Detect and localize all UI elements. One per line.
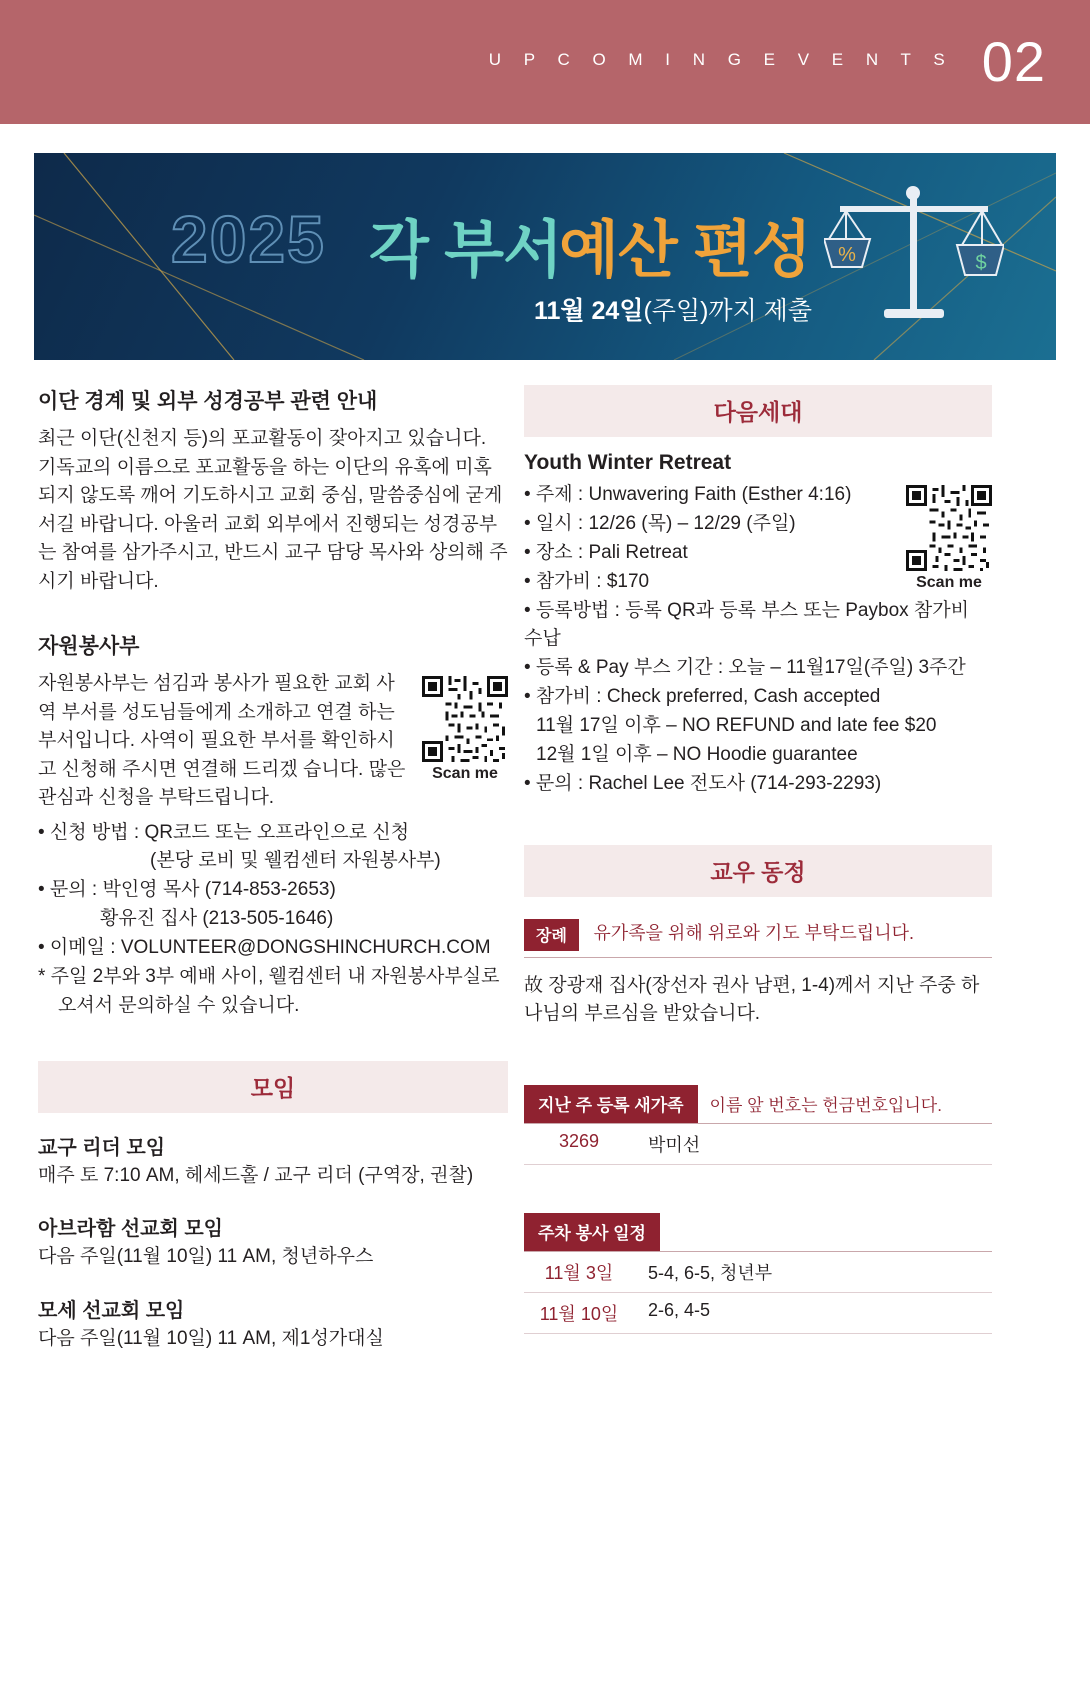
parking-section — [524, 1213, 992, 1334]
banner-year: 2025 — [171, 202, 326, 276]
left-column — [38, 385, 508, 1353]
youth-item-6: • 참가비 : Check preferred, Cash accepted — [524, 686, 881, 708]
new-family-label: 지난 주 등록 새가족 — [524, 1085, 698, 1123]
youth-item-8: 12월 1일 이후 – NO Hoodie guarantee — [536, 743, 858, 765]
balance-scale-icon — [824, 183, 1004, 323]
meeting-detail-1: 다음 주일(11월 10일) 11 AM, 청년하우스 — [38, 1246, 374, 1268]
banner-due-rest: (주일)까지 제출 — [643, 297, 812, 325]
new-family-section — [524, 1085, 992, 1165]
volunteer-item-4: • 이메일 : VOLUNTEER@DONGSHINCHURCH.COM — [38, 937, 491, 958]
new-family-name: 박미선 — [648, 1134, 701, 1155]
banner-budget: 예산 편성 — [559, 216, 811, 285]
parking-teams-1: 2-6, 4-5 — [648, 1299, 711, 1320]
funeral-note: 유가족을 위해 위로와 기도 부탁드립니다. — [593, 922, 914, 943]
next-gen-band-title: 다음세대 — [524, 385, 992, 437]
youth-retreat-list — [524, 481, 992, 799]
table-row — [524, 1293, 992, 1334]
volunteer-title: 자원봉사부 — [38, 635, 140, 658]
meeting-title-0: 교구 리더 모임 — [38, 1136, 166, 1159]
volunteer-section — [38, 630, 508, 1021]
meeting-detail-2: 다음 주일(11월 10일) 11 AM, 제1성가대실 — [38, 1327, 384, 1349]
volunteer-item-6: 오셔서 문의하실 수 있습니다. — [58, 994, 300, 1016]
svg-text:%: % — [838, 244, 856, 266]
volunteer-item-0: • 신청 방법 : QR코드 또는 오프라인으로 신청 — [38, 821, 410, 843]
funeral-tag-row — [524, 919, 992, 958]
meeting-title-2: 모세 선교회 모임 — [38, 1299, 185, 1322]
volunteer-qr-code[interactable] — [422, 676, 508, 762]
funeral-body: 故 장광재 집사(장선자 권사 남편, 1-4)께서 지난 주중 하나님의 부르심을 받았습니다. — [524, 974, 980, 1025]
youth-item-4: • 등록방법 : 등록 QR과 등록 부스 또는 Paybox 참가비 수납 — [524, 599, 969, 650]
youth-item-0: • 주제 : Unwavering Faith (Esther 4:16) — [524, 484, 852, 505]
table-row — [524, 1124, 992, 1165]
volunteer-qr-block[interactable] — [422, 670, 508, 783]
page-number: 02 — [981, 30, 1046, 93]
parking-date-1: 11월 10일 — [539, 1303, 619, 1324]
banner-due — [534, 291, 812, 327]
heresy-title: 이단 경계 및 외부 성경공부 관련 안내 — [38, 390, 378, 413]
volunteer-qr-caption: Scan me — [432, 765, 498, 782]
page-header — [0, 0, 1090, 124]
youth-item-1: • 일시 : 12/26 (목) – 12/29 (주일) — [524, 512, 796, 534]
parking-header — [524, 1213, 992, 1252]
header-label: U P C O M I N G E V E N T S — [488, 50, 954, 69]
banner-due-date: 11월 24일 — [534, 297, 644, 325]
youth-retreat-title: Youth Winter Retreat — [524, 451, 732, 474]
volunteer-body: 자원봉사부는 섬김과 봉사가 필요한 교회 사역 부서를 성도님들에게 소개하고 연결 하는 부서입니다. 사역이 필요한 부서를 확인하시고 신청해 주시면 연결해 드리겠 습니다. 많은 관심과 신청을 부탁드립니다. — [38, 673, 406, 808]
heresy-body: 최근 이단(신천지 등)의 포교활동이 잦아지고 있습니다. 기독교의 이름으로 포교활동을 하는 이단의 유혹에 미혹되지 않도록 깨어 기도하시고 교회 중심, 말씀중심에 굳게 서길 바랍니다. 아울러 교회 외부에서 진행되는 성경공부는 참여를 삼가주시고, 반드시 교구 담당 목사와 상의해 주시기 바랍니다. — [38, 428, 508, 592]
youth-item-3: • 참가비 : $170 — [524, 570, 650, 592]
next-gen-section — [524, 385, 992, 799]
parking-label: 주차 봉사 일정 — [524, 1213, 660, 1251]
banner-dept: 각 부서 — [369, 216, 562, 285]
meeting-item-2 — [38, 1294, 508, 1354]
volunteer-item-5: * 주일 2부와 3부 예배 사이, 웰컴센터 내 자원봉사부실로 — [38, 965, 500, 987]
meeting-title-1: 아브라함 선교회 모임 — [38, 1218, 223, 1241]
parking-teams-0: 5-4, 6-5, 청년부 — [648, 1262, 773, 1283]
heresy-section — [38, 385, 508, 596]
meeting-item-0 — [38, 1131, 508, 1191]
budget-banner — [34, 153, 1056, 360]
youth-item-5: • 등록 & Pay 부스 기간 : 오늘 – 11월17일(주일) 3주간 — [524, 657, 966, 679]
youth-item-2: • 장소 : Pali Retreat — [524, 541, 688, 563]
funeral-tag: 장례 — [524, 919, 579, 951]
meetings-section — [38, 1061, 508, 1354]
new-family-number: 3269 — [558, 1130, 600, 1151]
volunteer-info-list — [38, 819, 508, 1021]
parking-date-0: 11월 3일 — [544, 1262, 614, 1283]
youth-qr-caption: Scan me — [916, 574, 982, 591]
volunteer-item-3: 황유진 집사 (213-505-1646) — [100, 908, 334, 930]
new-family-note: 이름 앞 번호는 헌금번호입니다. — [709, 1096, 942, 1116]
meeting-detail-0: 매주 토 7:10 AM, 헤세드홀 / 교구 리더 (구역장, 권찰) — [38, 1164, 474, 1186]
youth-item-7: 11월 17일 이후 – NO REFUND and late fee $20 — [536, 715, 937, 736]
meeting-item-1 — [38, 1212, 508, 1272]
youth-item-9: • 문의 : Rachel Lee 전도사 (714-293-2293) — [524, 772, 882, 794]
right-column — [524, 385, 992, 1334]
member-news-band-title: 교우 동정 — [524, 845, 992, 897]
volunteer-item-1: (본당 로비 및 웰컴센터 자원봉사부) — [150, 850, 441, 872]
new-family-header — [524, 1085, 992, 1124]
volunteer-item-2: • 문의 : 박인영 목사 (714-853-2653) — [38, 879, 336, 901]
table-row — [524, 1252, 992, 1293]
svg-text:$: $ — [975, 252, 987, 274]
meetings-band-title: 모임 — [38, 1061, 508, 1113]
member-news-section — [524, 845, 992, 1029]
